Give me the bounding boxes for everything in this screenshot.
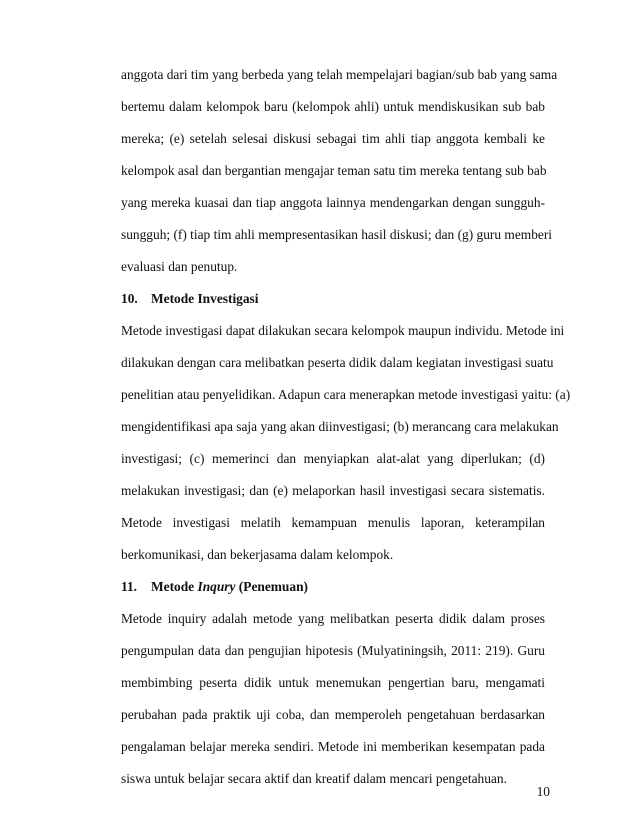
paragraph-line: dilakukan dengan cara melibatkan peserta didik dalam kegiatan investigasi suatu xyxy=(121,355,554,370)
paragraph-line: mereka; (e) setelah selesai diskusi sebagai tim ahli tiap anggota kembali ke xyxy=(121,131,545,146)
paragraph-line: Metode investigasi dapat dilakukan secara kelompok maupun individu. Metode ini xyxy=(121,323,565,338)
paragraph-line: yang mereka kuasai dan tiap anggota lainnya mendengarkan dengan sungguh- xyxy=(121,195,545,210)
section-title-italic: Inqury xyxy=(197,579,236,594)
section-heading-11 xyxy=(121,579,545,595)
paragraph-line: pengalaman belajar mereka sendiri. Metode ini memberikan kesempatan pada xyxy=(121,739,545,754)
paragraph-line: evaluasi dan penutup. xyxy=(121,259,238,274)
paragraph-line: bertemu dalam kelompok baru (kelompok ahli) untuk mendiskusikan sub bab xyxy=(121,99,545,114)
paragraph-line: mengidentifikasi apa saja yang akan diinvestigasi; (b) merancang cara melakukan xyxy=(121,419,559,434)
paragraph-line: anggota dari tim yang berbeda yang telah mempelajari bagian/sub bab yang sama xyxy=(121,67,558,82)
section-title-suffix: (Penemuan) xyxy=(235,579,308,594)
paragraph-line: berkomunikasi, dan bekerjasama dalam kelompok. xyxy=(121,547,394,562)
section-title: Metode Investigasi xyxy=(151,291,259,306)
section-number: 10. xyxy=(121,291,138,306)
paragraph-line: siswa untuk belajar secara aktif dan kreatif dalam mencari pengetahuan. xyxy=(121,771,507,786)
paragraph-line: Metode investigasi melatih kemampuan menulis laporan, keterampilan xyxy=(121,515,545,530)
paragraph-line: kelompok asal dan bergantian mengajar teman satu tim mereka tentang sub bab xyxy=(121,163,547,178)
paragraph-line: melakukan investigasi; dan (e) melaporkan hasil investigasi secara sistematis. xyxy=(121,483,545,498)
page-number: 10 xyxy=(536,784,550,799)
section-number: 11. xyxy=(121,579,137,594)
section-title-prefix: Metode xyxy=(151,579,198,594)
paragraph-line: penelitian atau penyelidikan. Adapun cara menerapkan metode investigasi yaitu: (a) xyxy=(121,387,571,402)
section-heading-10 xyxy=(121,291,545,307)
paragraph-line: Metode inquiry adalah metode yang melibatkan peserta didik dalam proses xyxy=(121,611,545,626)
paragraph-line: perubahan pada praktik uji coba, dan memperoleh pengetahuan berdasarkan xyxy=(121,707,545,722)
paragraph-line: pengumpulan data dan pengujian hipotesis (Mulyatiningsih, 2011: 219). Guru xyxy=(121,643,545,658)
paragraph-line: sungguh; (f) tiap tim ahli mempresentasikan hasil diskusi; dan (g) guru memberi xyxy=(121,227,553,242)
paragraph-line: investigasi; (c) memerinci dan menyiapkan alat-alat yang diperlukan; (d) xyxy=(121,451,545,466)
paragraph-line: membimbing peserta didik untuk menemukan pengertian baru, mengamati xyxy=(121,675,545,690)
